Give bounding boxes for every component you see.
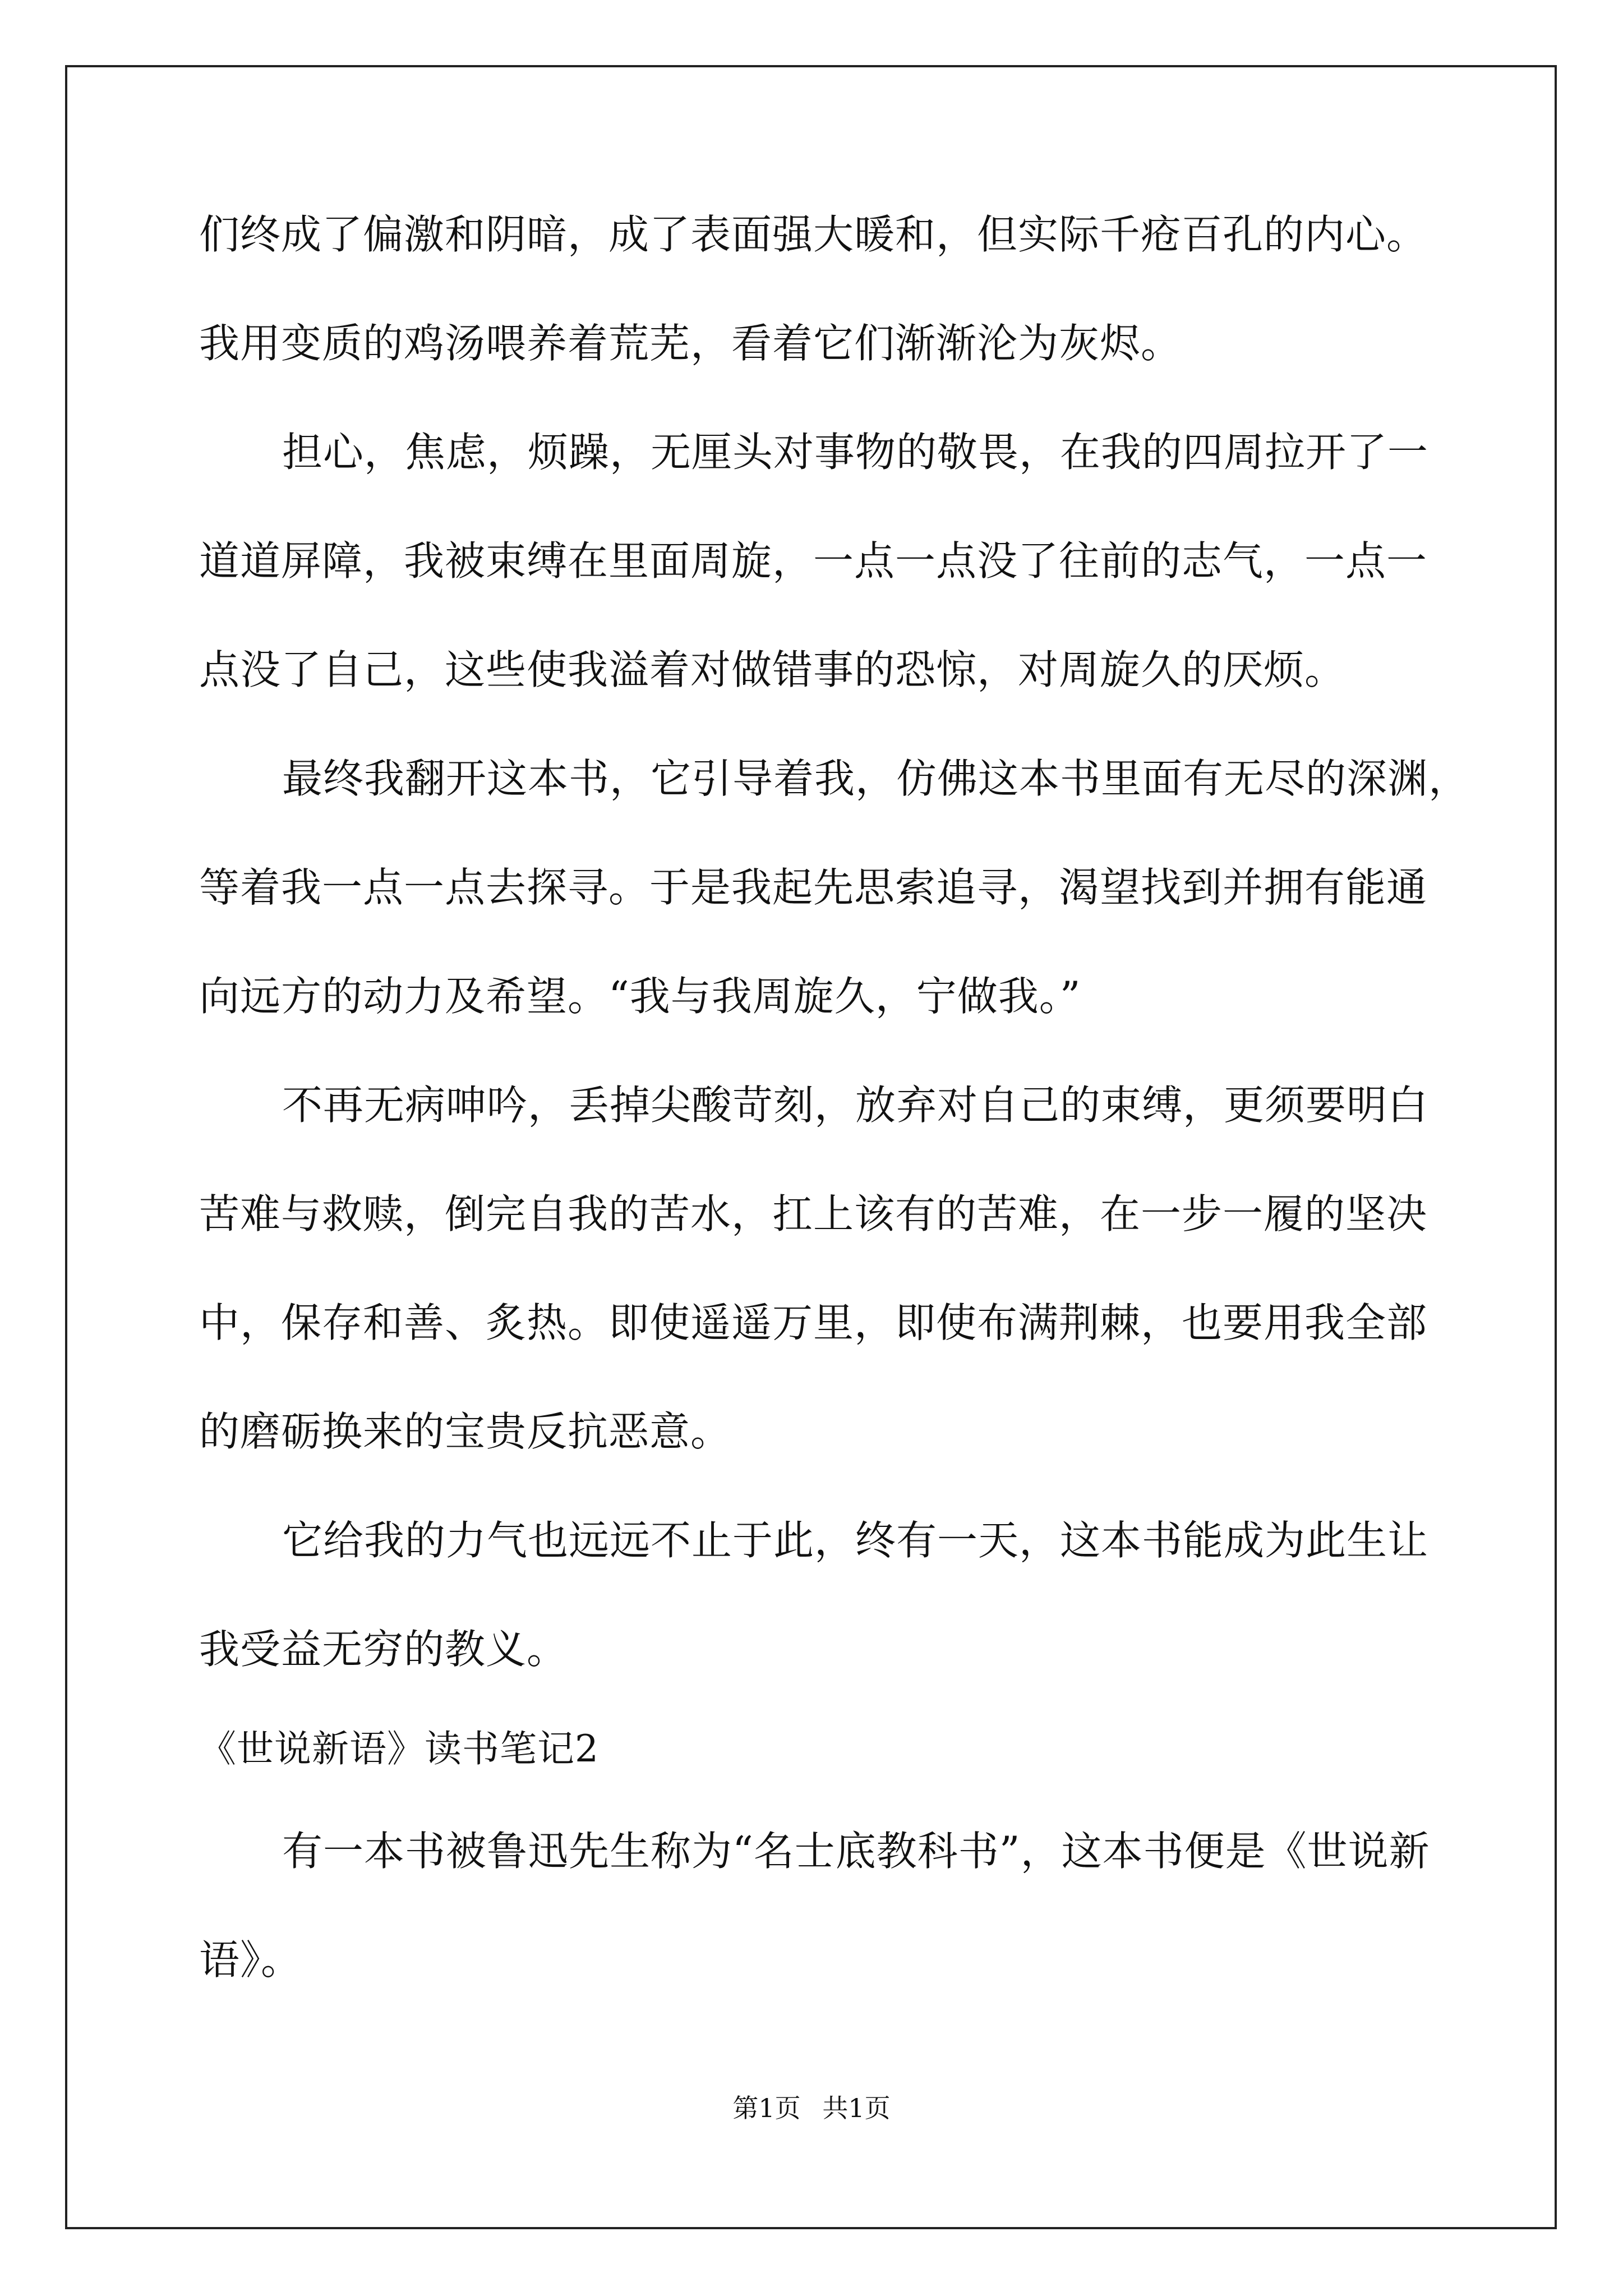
page-total: 共1页 [822, 2093, 891, 2123]
text-line-13: 它给我的力气也远远不止于此，终有一天，这本书能成为此生让 [282, 1517, 1429, 1564]
page-border [65, 65, 1557, 2229]
text-line-6: 最终我翻开这本书，它引导着我，仿佛这本书里面有无尽的深渊， [282, 755, 1470, 802]
text-line-7: 等着我一点一点去探寻。于是我起先思索追寻，渴望找到并拥有能通 [199, 864, 1428, 911]
text-line-2: 我用变质的鸡汤喂养着荒芜，看着它们渐渐沦为灰烬。 [199, 320, 1182, 367]
text-line-11: 中，保存和善、炙热。即使遥遥万里，即使布满荆棘，也要用我全部 [199, 1299, 1428, 1346]
text-line-12: 的磨砺换来的宝贵反抗恶意。 [199, 1408, 732, 1455]
text-line-8: 向远方的动力及希望。“我与我周旋久，宁做我。” [199, 973, 1081, 1020]
page-footer [0, 2091, 1623, 2125]
text-line-3: 担心，焦虑，烦躁，无厘头对事物的敬畏，在我的四周拉开了一 [282, 429, 1429, 476]
text-line-5: 点没了自己，这些使我溢着对做错事的恐惊，对周旋久的厌烦。 [199, 646, 1346, 693]
page-number: 第1页 [732, 2093, 801, 2123]
text-line-17: 语》。 [199, 1936, 302, 1984]
text-line-1: 们终成了偏激和阴暗，成了表面强大暖和，但实际千疮百孔的内心。 [199, 211, 1428, 258]
text-line-10: 苦难与救赎，倒完自我的苦水，扛上该有的苦难，在一步一履的坚决 [199, 1190, 1428, 1237]
section-heading: 《世说新语》读书笔记2 [199, 1727, 599, 1770]
text-line-9: 不再无病呻吟，丢掉尖酸苛刻，放弃对自己的束缚，更须要明白 [282, 1082, 1429, 1129]
text-line-14: 我受益无穷的教义。 [199, 1626, 568, 1673]
text-line-4: 道道屏障，我被束缚在里面周旋，一点一点没了往前的志气，一点一 [199, 537, 1428, 585]
text-line-16: 有一本书被鲁迅先生称为“名士底教科书”，这本书便是《世说新 [282, 1828, 1430, 1875]
